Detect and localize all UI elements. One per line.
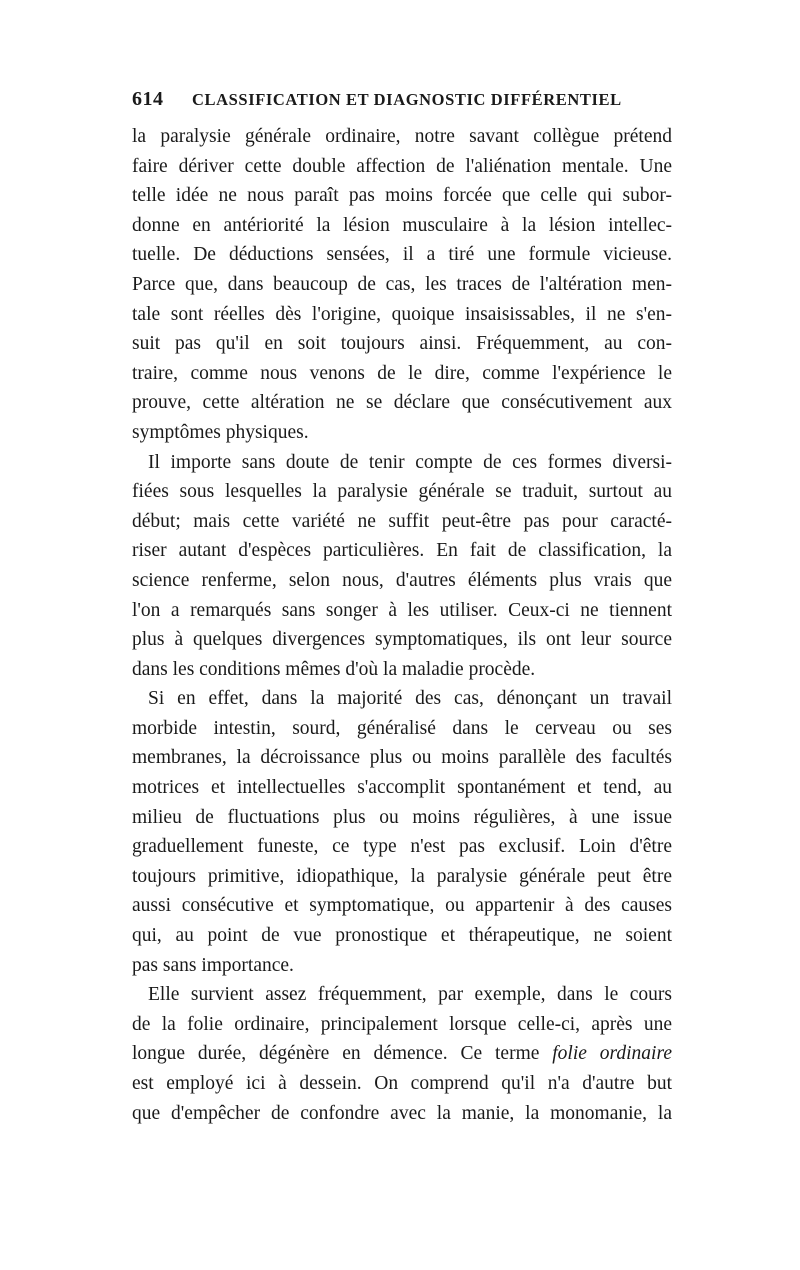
text-line: toujours primitive, idiopathique, la paralysie générale peut être: [132, 865, 672, 887]
page-number: 614: [132, 88, 164, 110]
text-line: riser autant d'espèces particulières. En fait de classification, la: [132, 540, 672, 562]
running-title: CLASSIFICATION ET DIAGNOSTIC DIFFÉRENTIEL: [192, 90, 622, 109]
text-line: la paralysie générale ordinaire, notre savant collègue prétend: [132, 126, 672, 147]
text-line: début; mais cette variété ne suffit peut-être pas pour caracté-: [132, 510, 672, 532]
text-line: science renferme, selon nous, d'autres éléments plus vrais que: [132, 569, 672, 591]
line-segment: longue durée, dégénère en démence. Ce terme: [132, 1043, 540, 1065]
text-line: est employé ici à dessein. On comprend qu'il n'a d'autre but: [132, 1073, 672, 1094]
text-line: membranes, la décroissance plus ou moins parallèle des facultés: [132, 747, 672, 769]
text-line: milieu de fluctuations plus ou moins régulières, à une issue: [132, 806, 672, 828]
text-line: de la folie ordinaire, principalement lorsque celle-ci, après une: [132, 1013, 672, 1035]
text-line: prouve, cette altération ne se déclare que consécutivement aux: [132, 392, 672, 414]
text-line: que d'empêcher de confondre avec la manie, la monomanie, la: [132, 1102, 672, 1124]
text-line-with-emphasis: [132, 1039, 672, 1069]
text-line: traire, comme nous venons de le dire, comme l'expérience le: [132, 362, 672, 384]
text-line: tuelle. De déductions sensées, il a tiré une formule vicieuse.: [132, 244, 672, 266]
text-line: motrices et intellectuelles s'accomplit spontanément et tend, au: [132, 777, 672, 799]
text-line: pas sans importance.: [132, 954, 294, 976]
text-line: fiées sous lesquelles la paralysie générale se traduit, surtout au: [132, 481, 672, 503]
text-line: morbide intestin, sourd, généralisé dans le cerveau ou ses: [132, 717, 672, 739]
text-line: Si en effet, dans la majorité des cas, dénonçant un travail: [148, 688, 672, 710]
body-text: [132, 122, 672, 1128]
text-line: graduellement funeste, ce type n'est pas exclusif. Loin d'être: [132, 836, 672, 858]
text-line: aussi consécutive et symptomatique, ou appartenir à des causes: [132, 895, 672, 917]
text-line: Elle survient assez fréquemment, par exemple, dans le cours: [148, 984, 672, 1006]
text-line: donne en antériorité la lésion musculaire à la lésion intellec-: [132, 214, 672, 236]
text-line: symptômes physiques.: [132, 421, 309, 443]
text-line: plus à quelques divergences symptomatiques, ils ont leur source: [132, 629, 672, 651]
text-line: dans les conditions mêmes d'où la maladie procède.: [132, 658, 536, 680]
text-line: faire dériver cette double affection de l'aliénation mentale. Une: [132, 155, 672, 177]
page-header: [132, 88, 672, 118]
text-line: Parce que, dans beaucoup de cas, les traces de l'altération men-: [132, 273, 672, 295]
text-line: tale sont réelles dès l'origine, quoique insaisissables, il ne s'en-: [132, 303, 672, 325]
text-line: telle idée ne nous paraît pas moins forcée que celle qui subor-: [132, 185, 672, 207]
book-page: [132, 88, 672, 1128]
text-line: qui, au point de vue pronostique et thérapeutique, ne soient: [132, 925, 672, 947]
text-line: Il importe sans doute de tenir compte de ces formes diversi-: [148, 451, 672, 473]
text-line: suit pas qu'il en soit toujours ainsi. Fréquemment, au con-: [132, 333, 672, 355]
italic-term: folie ordinaire: [552, 1043, 672, 1065]
text-line: l'on a remarqués sans songer à les utiliser. Ceux-ci ne tiennent: [132, 599, 672, 621]
